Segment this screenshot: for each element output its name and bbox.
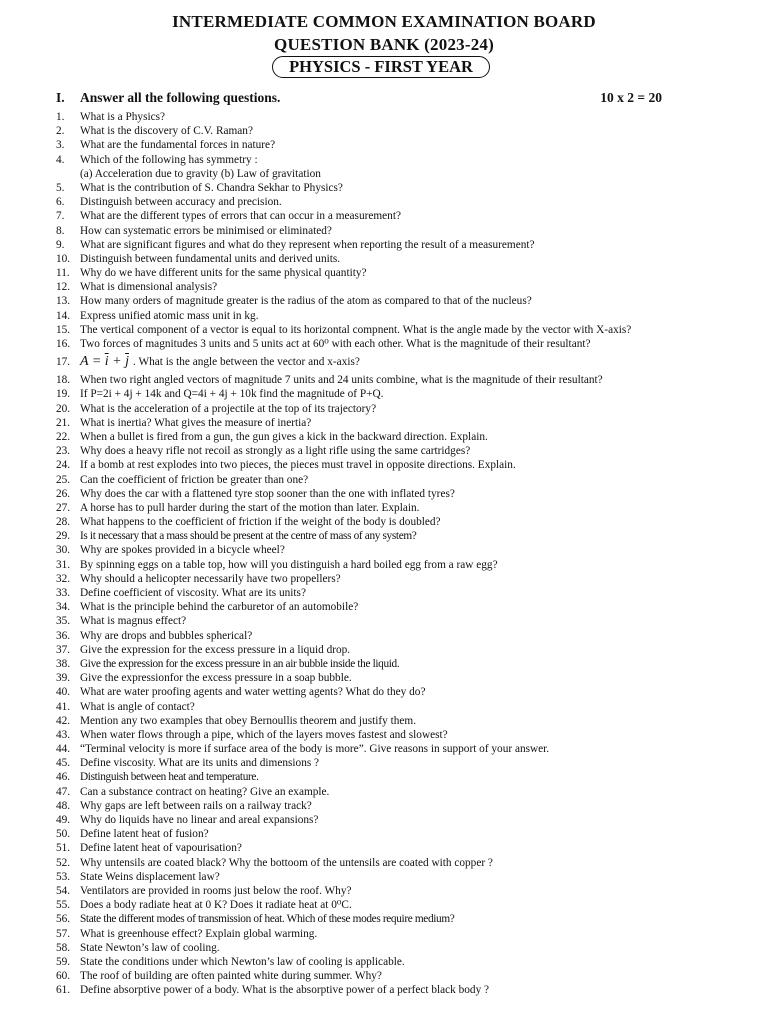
question-body: Distinguish between accuracy and precision. — [80, 196, 282, 209]
question-body: When a bullet is fired from a gun, the gun gives a kick in the backward direction. Explain. — [80, 430, 488, 443]
question-body: How many orders of magnitude greater is the radius of the atom as compared to that of the nucleus? — [80, 295, 532, 308]
question-number: 27. — [56, 501, 71, 514]
question-number: 61. — [56, 984, 71, 997]
question-text — [80, 841, 242, 855]
list-item — [56, 728, 736, 742]
question-text — [80, 600, 358, 614]
question-body: Mention any two examples that obey Bernoullis theorem and justify them. — [80, 714, 417, 727]
question-text — [80, 629, 252, 643]
question-number: 25. — [56, 473, 71, 486]
list-item — [56, 153, 736, 167]
question-text — [80, 572, 341, 586]
question-text — [80, 700, 195, 714]
list-item — [56, 529, 736, 543]
list-item — [56, 387, 736, 401]
question-text — [80, 323, 631, 337]
list-item — [56, 444, 736, 458]
question-number: 12. — [56, 281, 71, 294]
question-body: Define latent heat of fusion? — [80, 828, 209, 841]
list-item — [56, 870, 736, 884]
question-body: Why untensils are coated black? Why the bottoom of the untensils are coated with copper ? — [80, 856, 493, 869]
question-text — [80, 643, 350, 657]
question-number: 2. — [56, 125, 65, 138]
question-text — [80, 785, 329, 799]
question-text — [80, 402, 376, 416]
question-number: 46. — [56, 771, 71, 784]
question-number: 33. — [56, 587, 71, 599]
section-heading — [56, 90, 664, 106]
question-number: 40. — [56, 686, 71, 699]
vector-plus: + — [108, 354, 126, 370]
question-number: 5. — [56, 181, 65, 194]
list-item — [56, 770, 736, 784]
question-number: 23. — [56, 445, 71, 458]
list-item — [56, 572, 736, 586]
question-body: What are significant figures and what do they represent when reporting the result of a measurement? — [80, 238, 535, 251]
question-number: 55. — [56, 899, 71, 912]
question-list — [56, 110, 736, 997]
question-body: What happens to the coefficient of friction if the weight of the body is doubled? — [80, 516, 441, 529]
question-text — [80, 238, 535, 252]
question-body: Is it necessary that a mass should be present at the centre of mass of any system? — [80, 530, 417, 543]
question-body: Why does the car with a flattened tyre stop sooner than the one with inflated tyres? — [80, 487, 455, 500]
question-number: 10. — [56, 252, 71, 265]
list-item — [56, 756, 736, 770]
question-number: 57. — [56, 927, 71, 940]
question-body: What are water proofing agents and water wetting agents? What do they do? — [80, 686, 426, 699]
question-body: State Weins displacement law? — [80, 870, 220, 883]
list-item — [56, 629, 736, 643]
list-item — [56, 280, 736, 294]
question-body: What is greenhouse effect? Explain global warming. — [80, 927, 318, 940]
question-number: 4. — [56, 153, 65, 166]
question-body: If P=2i + 4j + 14k and Q=4i + 4j + 10k find the magnitude of P+Q. — [80, 388, 384, 401]
question-text — [80, 487, 455, 501]
question-number: 47. — [56, 785, 71, 798]
question-body: By spinning eggs on a table top, how will you distinguish a hard boiled egg from a raw egg? — [80, 558, 498, 571]
question-body: Give the expression for the excess pressure in an air bubble inside the liquid. — [80, 657, 400, 670]
question-number: 8. — [56, 224, 65, 237]
question-number: 28. — [56, 516, 71, 529]
question-text — [80, 110, 165, 124]
question-text — [80, 124, 253, 138]
section-number: I. — [56, 90, 65, 105]
list-item — [56, 238, 736, 252]
list-item — [56, 685, 736, 699]
list-item — [56, 209, 736, 223]
question-number: 35. — [56, 615, 71, 628]
question-body: Distinguish between fundamental units and derived units. — [80, 252, 341, 265]
vector-i: $\overline{i}$ — [104, 354, 109, 370]
list-item — [56, 799, 736, 813]
list-item — [56, 124, 736, 138]
list-item — [56, 558, 736, 572]
question-text — [80, 351, 360, 373]
question-text — [80, 416, 311, 430]
list-item — [56, 856, 736, 870]
question-text — [80, 309, 259, 323]
question-body: Why should a helicopter necessarily have two propellers? — [80, 572, 341, 585]
section-instruction: Answer all the following questions. — [80, 90, 281, 105]
question-body: Give the expression for the excess pressure in a liquid drop. — [80, 643, 351, 656]
question-number: 16. — [56, 338, 71, 350]
list-item — [56, 785, 736, 799]
question-number: 21. — [56, 416, 71, 429]
question-text — [80, 501, 419, 515]
question-body: . What is the angle between the vector and x-axis? — [133, 356, 360, 369]
question-text — [80, 671, 352, 685]
question-body: What is a Physics? — [80, 111, 166, 123]
question-text — [80, 558, 498, 572]
question-number: 60. — [56, 970, 71, 983]
question-body: Why does a heavy rifle not recoil as strongly as a light rifle using the same cartridges? — [80, 445, 471, 458]
question-number: 49. — [56, 814, 71, 826]
question-number: 7. — [56, 210, 65, 223]
question-body: What are the fundamental forces in nature? — [80, 139, 276, 152]
list-item — [56, 884, 736, 898]
question-body: Ventilators are provided in rooms just below the roof. Why? — [80, 884, 352, 897]
question-number: 1. — [56, 111, 65, 123]
question-body: What is inertia? What gives the measure of inertia? — [80, 416, 312, 429]
question-body: What is the principle behind the carburetor of an automobile? — [80, 601, 359, 614]
list-item — [56, 501, 736, 515]
question-text — [80, 714, 416, 728]
list-item — [56, 643, 736, 657]
vector-j: $\overline{j}$ — [125, 354, 129, 370]
list-item — [56, 430, 736, 444]
question-body: What is the discovery of C.V. Raman? — [80, 125, 253, 138]
list-item — [56, 487, 736, 501]
question-number: 59. — [56, 955, 71, 968]
question-text — [80, 337, 591, 351]
question-text — [80, 458, 516, 472]
list-item — [56, 742, 736, 756]
question-text — [80, 742, 549, 756]
list-item — [56, 458, 736, 472]
list-item — [56, 515, 736, 529]
question-text — [80, 473, 308, 487]
question-text — [80, 813, 318, 827]
question-body: What is the contribution of S. Chandra Sekhar to Physics? — [80, 181, 343, 194]
question-text — [80, 983, 489, 997]
vector-equals: = — [88, 354, 105, 370]
question-body: Define coefficient of viscosity. What are its units? — [80, 587, 306, 599]
question-text — [80, 756, 319, 770]
question-number: 54. — [56, 884, 71, 897]
question-body: A horse has to pull harder during the start of the motion than later. Explain. — [80, 501, 420, 514]
question-number: 52. — [56, 856, 71, 869]
question-body: Why do we have different units for the same physical quantity? — [80, 267, 367, 280]
question-number: 37. — [56, 643, 71, 656]
list-item — [56, 941, 736, 955]
list-item — [56, 181, 736, 195]
question-number: 6. — [56, 196, 65, 209]
list-item — [56, 323, 736, 337]
question-text — [80, 195, 282, 209]
question-bank-title: QUESTION BANK (2023-24) — [274, 35, 494, 54]
question-text — [80, 294, 532, 308]
question-text — [80, 770, 259, 784]
question-number: 53. — [56, 870, 71, 883]
question-text — [80, 586, 306, 600]
question-number: 29. — [56, 530, 71, 543]
question-text — [80, 224, 332, 238]
question-text — [80, 138, 275, 152]
question-body: Distinguish between heat and temperature. — [80, 771, 259, 784]
list-item — [56, 373, 736, 387]
question-number: 41. — [56, 700, 71, 713]
question-number: 58. — [56, 941, 71, 954]
question-body: The vertical component of a vector is equal to its horizontal compnent. What is the angle made by the vector with X-axis? — [80, 323, 632, 336]
question-options: (a) Acceleration due to gravity (b) Law of gravitation — [80, 167, 321, 180]
question-number: 31. — [56, 558, 71, 571]
list-item — [56, 543, 736, 557]
question-number: 22. — [56, 430, 71, 443]
list-item — [56, 614, 736, 628]
question-text — [80, 444, 470, 458]
question-number: 50. — [56, 828, 71, 841]
vector-expression — [80, 354, 129, 369]
list-item — [56, 700, 736, 714]
question-text — [80, 543, 285, 557]
question-text — [80, 280, 217, 294]
question-text — [80, 252, 340, 266]
question-body: When two right angled vectors of magnitude 7 units and 24 units combine, what is the magnitude of their resultant? — [80, 374, 603, 387]
list-item — [56, 337, 736, 351]
list-item — [56, 969, 736, 983]
question-text — [80, 515, 441, 529]
question-number: 39. — [56, 672, 71, 685]
question-body: Why do liquids have no linear and areal expansions? — [80, 814, 319, 826]
question-number: 9. — [56, 238, 65, 251]
subject-title: PHYSICS - FIRST YEAR — [272, 56, 490, 78]
list-item — [56, 927, 736, 941]
question-number: 36. — [56, 629, 71, 642]
question-text — [80, 181, 343, 195]
list-item — [56, 473, 736, 487]
list-item — [56, 351, 736, 373]
question-body: State Newton’s law of cooling. — [80, 941, 220, 954]
question-body: What is magnus effect? — [80, 615, 187, 628]
list-item — [56, 224, 736, 238]
question-body: What is dimensional analysis? — [80, 281, 218, 294]
question-body: What is the acceleration of a projectile at the top of its trajectory? — [80, 402, 377, 415]
question-body: When water flows through a pipe, which of the layers moves fastest and slowest? — [80, 728, 448, 741]
question-number: 13. — [56, 295, 71, 308]
list-item — [56, 294, 736, 308]
question-number: 45. — [56, 757, 71, 770]
question-text — [80, 529, 416, 543]
list-item — [56, 309, 736, 323]
question-body: Two forces of magnitudes 3 units and 5 units act at 60⁰ with each other. What is the magnitude of their resultant? — [80, 338, 591, 350]
question-number: 11. — [56, 267, 70, 280]
question-number: 44. — [56, 743, 71, 756]
list-item — [56, 110, 736, 124]
question-number: 30. — [56, 544, 71, 557]
question-body: Define latent heat of vapourisation? — [80, 842, 242, 855]
question-body: Does a body radiate heat at 0 K? Does it radiate heat at 0⁰C. — [80, 899, 352, 912]
question-number: 20. — [56, 402, 71, 415]
question-number: 56. — [56, 913, 71, 926]
vector-a: A — [80, 354, 89, 370]
list-item — [56, 195, 736, 209]
list-item — [56, 657, 736, 671]
question-text — [80, 373, 603, 387]
list-item — [56, 955, 736, 969]
question-text — [80, 387, 383, 401]
question-number: 14. — [56, 309, 71, 322]
question-text — [80, 884, 351, 898]
board-title: INTERMEDIATE COMMON EXAMINATION BOARD — [172, 12, 596, 31]
question-number: 48. — [56, 799, 71, 812]
question-number: 19. — [56, 388, 71, 401]
question-text — [80, 728, 448, 742]
question-number: 18. — [56, 374, 71, 387]
list-item — [56, 266, 736, 280]
question-body: Why gaps are left between rails on a railway track? — [80, 799, 312, 812]
question-text — [80, 266, 367, 280]
list-item — [56, 841, 736, 855]
question-text — [80, 430, 488, 444]
list-item — [56, 898, 736, 912]
question-body: State the conditions under which Newton’s law of cooling is applicable. — [80, 955, 405, 968]
list-item — [56, 912, 736, 926]
list-item — [56, 813, 736, 827]
list-item — [56, 827, 736, 841]
question-body: Give the expressionfor the excess pressure in a soap bubble. — [80, 672, 352, 685]
question-text — [80, 827, 209, 841]
question-body: Why are drops and bubbles spherical? — [80, 629, 253, 642]
list-item — [56, 671, 736, 685]
question-text — [80, 153, 258, 167]
question-body: Can the coefficient of friction be greater than one? — [80, 473, 309, 486]
question-text — [80, 969, 382, 983]
question-text — [80, 898, 352, 912]
question-body: Can a substance contract on heating? Give an example. — [80, 785, 330, 798]
question-text — [80, 941, 220, 955]
question-body: Why are spokes provided in a bicycle wheel? — [80, 544, 285, 557]
question-body: What are the different types of errors that can occur in a measurement? — [80, 210, 401, 223]
question-number: 15. — [56, 323, 71, 336]
list-item — [56, 600, 736, 614]
list-item — [56, 586, 736, 600]
question-text — [80, 927, 317, 941]
question-body: The roof of building are often painted white during summer. Why? — [80, 970, 382, 983]
question-number: 32. — [56, 572, 71, 585]
question-body: Which of the following has symmetry : — [80, 153, 258, 166]
list-item — [56, 402, 736, 416]
question-number: 38. — [56, 657, 71, 670]
question-number: 51. — [56, 842, 71, 855]
question-body: If a bomb at rest explodes into two pieces, the pieces must travel in opposite directions. Explain. — [80, 459, 516, 472]
question-text — [80, 685, 425, 699]
question-number: 17. — [56, 356, 71, 369]
question-number: 24. — [56, 459, 71, 472]
question-body: Express unified atomic mass unit in kg. — [80, 309, 259, 322]
question-body: What is angle of contact? — [80, 700, 195, 713]
list-item — [56, 714, 736, 728]
question-body: State the different modes of transmission of heat. Which of these modes require medium? — [80, 913, 455, 926]
question-text — [80, 209, 401, 223]
question-body: Define absorptive power of a body. What is the absorptive power of a perfect black body ? — [80, 984, 490, 997]
question-number: 42. — [56, 714, 71, 727]
question-number: 3. — [56, 139, 65, 152]
question-text — [80, 657, 399, 671]
question-body: Define viscosity. What are its units and dimensions ? — [80, 757, 320, 770]
question-number: 43. — [56, 728, 71, 741]
question-text — [80, 912, 454, 926]
question-text — [80, 799, 312, 813]
section-marks: 10 x 2 = 20 — [600, 90, 662, 105]
list-item — [56, 416, 736, 430]
question-text — [80, 955, 405, 969]
list-item — [56, 252, 736, 266]
question-body: “Terminal velocity is more if surface area of the body is more”. Give reasons in support of your answer. — [80, 743, 550, 756]
question-body: How can systematic errors be minimised or eliminated? — [80, 224, 332, 237]
question-text — [80, 856, 493, 870]
question-number: 26. — [56, 487, 71, 500]
question-number: 34. — [56, 601, 71, 614]
list-item — [56, 138, 736, 152]
list-item — [56, 983, 736, 997]
question-text — [80, 870, 220, 884]
question-text — [80, 614, 186, 628]
